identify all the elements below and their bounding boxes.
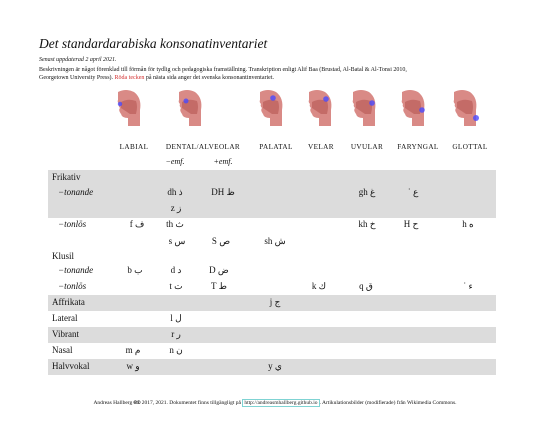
cell-fr-mid-dental: z ز	[170, 203, 182, 213]
description-paragraph	[39, 66, 429, 83]
cell-fr-ton-emf: DH ظ	[211, 187, 235, 197]
cell-fr-tl-labial: f ف	[129, 219, 145, 229]
cell-fr-S: S ص	[211, 236, 231, 246]
footer	[0, 399, 550, 406]
row-affrikata: Affrikata	[52, 297, 85, 307]
band-frikativ	[48, 170, 496, 218]
row-frikativ-tonande: −tonande	[58, 187, 94, 197]
cell-nasal-labial: m م	[125, 345, 141, 355]
band-vibrant	[48, 327, 496, 343]
velar-diagram-icon	[307, 88, 337, 126]
row-frikativ-tonlos: −tonlös	[58, 219, 87, 229]
footer-text-before: Andreas Hallberg 🅭🅯 2017, 2021. Dokumentet finns tillgängligt på	[93, 400, 243, 406]
col-faryngal: FARYNGAL	[397, 143, 439, 151]
col-labial: LABIAL	[119, 143, 149, 151]
description-main: Beskrivningen är något förenklad till förmån för tydlig och pedagogiska framställning. Transkription enligt Alif Baa (Brustad, Al-Batal & Al-Tonsi 2010, Georgetown University Press).	[39, 67, 407, 82]
cell-kl-tl-emf: T ط	[211, 281, 227, 291]
cell-kl-ton-emf: D ض	[209, 265, 229, 275]
cell-fr-tl-uvular: kh خ	[358, 219, 376, 229]
cell-fr-tl-dental: th ث	[166, 219, 184, 229]
cell-kl-tl-dental: t ت	[169, 281, 183, 291]
cell-fr-tl-faryngal: H ح	[403, 219, 419, 229]
footer-text-after: . Artikulationsbilder (modifierade) från Wikimedia Commons.	[319, 400, 457, 406]
row-klusil-tonande: −tonande	[58, 265, 94, 275]
cell-kl-tl-velar: k ك	[311, 281, 327, 291]
cell-kl-tl-glottal: ʾ ء	[463, 281, 473, 291]
description-red-text: Röda tecken	[114, 75, 145, 82]
faryngal-diagram-icon	[400, 88, 430, 126]
cell-kl-tl-uvular: q ق	[359, 281, 373, 291]
cell-fr-tl-glottal: h ه	[462, 219, 474, 229]
subhead-plus-emf: +emf.	[213, 157, 233, 166]
cell-fr-s: s س	[168, 236, 186, 246]
row-frikativ: Frikativ	[52, 172, 81, 182]
col-palatal: PALATAL	[259, 143, 293, 151]
col-glottal: GLOTTAL	[452, 143, 488, 151]
cell-halvvokal-labial: w و	[126, 361, 140, 371]
cell-affrikata-palatal: j ج	[269, 297, 281, 307]
updated-date: Senast uppdaterad 2 april 2021.	[39, 57, 117, 63]
cell-kl-ton-dental: d د	[170, 265, 182, 275]
description-end: på nästa sida anger det svenska konsonantinventariet.	[144, 75, 275, 82]
cell-fr-sh: sh ش	[264, 236, 286, 246]
cell-nasal-dental: n ن	[169, 345, 183, 355]
cell-halvvokal-palatal: y ي	[268, 361, 282, 371]
palatal-diagram-icon	[258, 88, 288, 126]
cell-kl-ton-labial: b ب	[127, 265, 143, 275]
uvular-diagram-icon	[351, 88, 381, 126]
col-uvular: UVULAR	[350, 143, 384, 151]
row-halvvokal: Halvvokal	[52, 361, 90, 371]
col-dental-alveolar: DENTAL/ALVEOLAR	[165, 143, 241, 151]
row-lateral: Lateral	[52, 313, 78, 323]
footer-link[interactable]: http://andreasmhallberg.github.io	[244, 400, 318, 406]
cell-vibrant-dental: r ر	[171, 329, 181, 339]
cell-lateral-dental: l ل	[170, 313, 182, 323]
glottal-diagram-icon	[452, 88, 482, 126]
cell-fr-ton-faryngal: ʿ ع	[407, 187, 419, 197]
col-velar: VELAR	[308, 143, 334, 151]
row-vibrant: Vibrant	[52, 329, 79, 339]
row-klusil: Klusil	[52, 251, 75, 261]
row-nasal: Nasal	[52, 345, 73, 355]
row-klusil-tonlos: −tonlös	[58, 281, 87, 291]
cell-fr-ton-uvular: gh غ	[358, 187, 376, 197]
page-title: Det standardarabiska konsonatinventariet	[39, 36, 268, 51]
cell-fr-ton-dental: dh ذ	[167, 187, 183, 197]
subhead-minus-emf: −emf.	[165, 157, 185, 166]
dental-alveolar-diagram-icon	[177, 88, 207, 126]
labial-diagram-icon	[116, 88, 146, 126]
